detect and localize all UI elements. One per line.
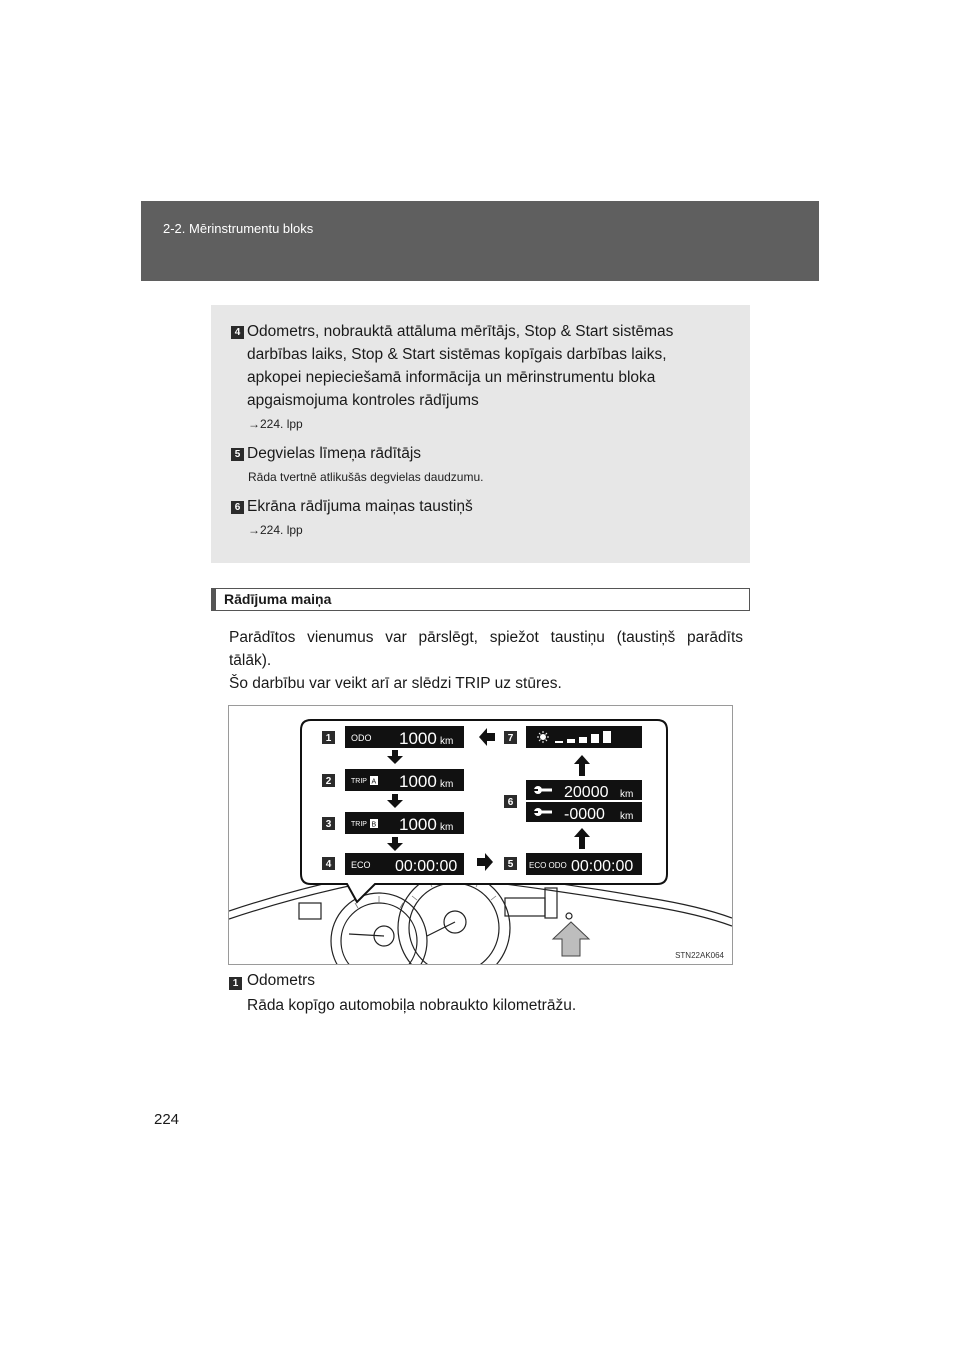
trip-b-sub: B — [371, 821, 377, 829]
eco-value: 00:00:00 — [395, 858, 458, 875]
item-5-title: Degvielas līmeņa rādītājs — [247, 445, 422, 462]
footer-item-title: Odometrs — [247, 972, 316, 989]
fig-badge-4-text: 4 — [325, 859, 332, 870]
eco-odo-label: ECO ODO — [529, 861, 567, 870]
item-4-line-1: Odometrs, nobrauktā attāluma mērītājs, Stop & Start sistēmas — [247, 323, 674, 340]
trip-a-label: TRIP — [351, 778, 367, 785]
item-4-line-3: apkopei nepieciešamā informācija un mērinstrumentu bloka — [247, 369, 656, 386]
footer-item-desc: Rāda kopīgo automobiļa nobraukto kilometrāžu. — [247, 997, 577, 1014]
level-bar — [603, 731, 611, 743]
eco-label: ECO — [351, 860, 371, 870]
item-4-line-2: darbības laiks, Stop & Start sistēmas kopīgais darbības laiks, — [247, 346, 667, 363]
item-4-line-4: apgaismojuma kontroles rādījums — [247, 392, 479, 409]
odo-value: 1000 — [399, 729, 437, 748]
chapter-title: 2-2. Mērinstrumentu bloks — [163, 221, 314, 236]
fig-badge-5-text: 5 — [507, 859, 514, 870]
trip-a-value: 1000 — [399, 772, 437, 791]
trip-b-unit: km — [440, 822, 454, 833]
dash-vent — [299, 903, 321, 919]
level-bar — [555, 741, 563, 743]
maintenance-b-value: -0000 — [564, 806, 605, 823]
button-pointer-arrow — [553, 922, 589, 956]
section-title: Rādījuma maiņa — [224, 591, 332, 607]
section-heading-bar — [211, 588, 750, 611]
right-gauge-needle — [427, 922, 455, 936]
trip-a-sub: A — [371, 778, 377, 786]
trip-a-unit: km — [440, 779, 454, 790]
item-6-title: Ekrāna rādījuma maiņas taustiņš — [247, 498, 473, 515]
level-bar — [567, 739, 575, 743]
body-line-1: Parādītos vienumus var pārslēgt, spiežot taustiņu (taustiņš parādīts — [229, 629, 743, 646]
odo-label: ODO — [351, 733, 372, 743]
body-line-3: Šo darbību var veikt arī ar slēdzi TRIP uz stūres. — [229, 675, 562, 692]
section-accent — [212, 589, 216, 610]
left-gauge-needle — [349, 934, 384, 936]
figure-code: STN22AK064 — [675, 951, 724, 960]
right-gauge-inner — [409, 883, 499, 964]
left-gauge-inner — [341, 903, 417, 964]
maintenance-a-value: 20000 — [564, 784, 609, 801]
fuel-gauge-strip — [545, 888, 557, 918]
fig-badge-1-text: 1 — [325, 733, 332, 744]
figure-illustration — [229, 706, 732, 964]
footer-badge-1: 1 — [229, 977, 242, 990]
fig-badge-2-text: 2 — [325, 776, 332, 787]
maintenance-a-unit: km — [620, 789, 634, 800]
gauge-tick — [491, 896, 496, 900]
fig-badge-6-text: 6 — [507, 797, 514, 808]
item-5-note: Rāda tvertnē atlikušās degvielas daudzumu. — [248, 470, 484, 484]
fig-badge-3-text: 3 — [325, 819, 332, 830]
page-number: 224 — [154, 1111, 180, 1128]
gauge-tick — [355, 903, 358, 908]
trip-b-value: 1000 — [399, 815, 437, 834]
level-bar — [591, 734, 599, 743]
item-badge-6: 6 — [231, 501, 244, 514]
odo-unit: km — [440, 736, 454, 747]
display-switch-figure — [228, 705, 733, 965]
maintenance-b-unit: km — [620, 811, 634, 822]
trip-b-label: TRIP — [351, 821, 367, 828]
fig-badge-7-text: 7 — [507, 733, 514, 744]
item-6-ref: →224. lpp — [248, 523, 303, 537]
item-4-text — [247, 320, 727, 412]
item-4-ref: →224. lpp — [248, 417, 303, 431]
small-display — [505, 898, 545, 916]
level-bar — [579, 737, 587, 743]
gauge-tick — [412, 896, 417, 900]
eco-odo-value: 00:00:00 — [571, 858, 634, 875]
header-band — [141, 201, 819, 281]
body-line-2: tālāk). — [229, 652, 272, 669]
display-change-button — [566, 913, 572, 919]
left-gauge — [331, 893, 427, 964]
item-badge-4: 4 — [231, 326, 244, 339]
item-badge-5: 5 — [231, 448, 244, 461]
